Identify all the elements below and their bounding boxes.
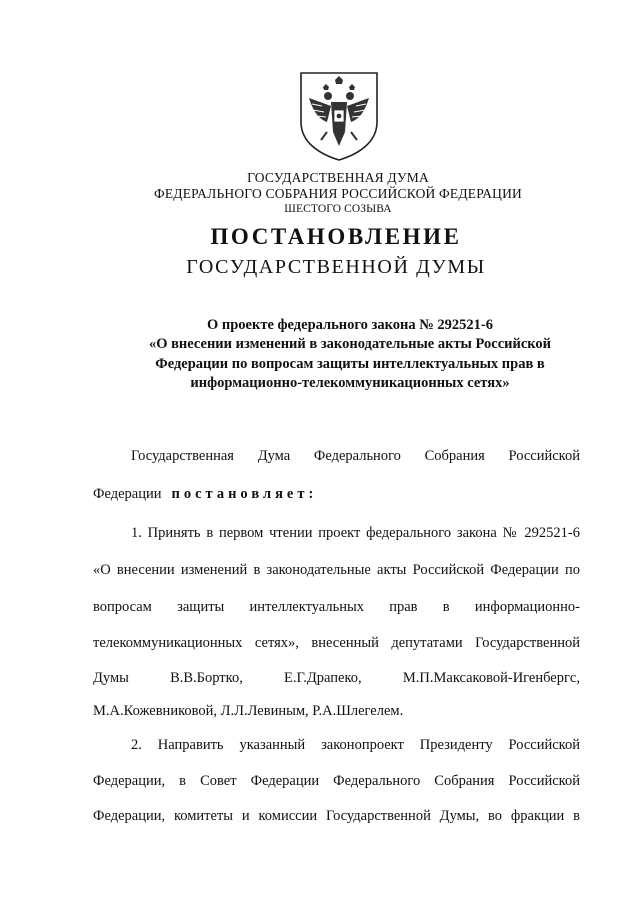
p1-line-2: «О внесении изменений в законодательные акты Российской Федерации по xyxy=(93,562,580,578)
p1-line-1: 1. Принять в первом чтении проект федерального закона № 292521-6 xyxy=(131,525,580,541)
p2-line-3: Федерации, комитеты и комиссии Государственной Думы, во фракции в xyxy=(93,808,580,824)
p1-line-5: Думы В.В.Бортко, Е.Г.Драпеко, М.П.Максаковой-Игенбергс, xyxy=(93,670,580,686)
org-name-line-2: ФЕДЕРАЛЬНОГО СОБРАНИЯ РОССИЙСКОЙ ФЕДЕРАЦИИ xyxy=(154,186,522,201)
subject-line-1: О проекте федерального закона № 292521-6 xyxy=(206,317,494,333)
intro-line-1: Государственная Дума Федерального Собрания Российской xyxy=(131,448,580,464)
p2-line-1: 2. Направить указанный законопроект Президенту Российской xyxy=(131,737,580,753)
document-subtitle: ГОСУДАРСТВЕННОЙ ДУМЫ xyxy=(186,256,486,278)
subject-line-3: Федерации по вопросам защиты интеллектуальных прав в xyxy=(155,356,545,372)
p1-line-4: телекоммуникационных сетях», внесенный депутатами Государственной xyxy=(93,635,580,651)
document-title: ПОСТАНОВЛЕНИЕ xyxy=(210,224,462,249)
subject-line-2: «О внесении изменений в законодательные акты Российской xyxy=(148,336,552,352)
intro-federation: Федерации xyxy=(93,486,162,502)
p1-line-6: М.А.Кожевниковой, Л.Л.Левиным, Р.А.Шлегелем. xyxy=(93,703,404,719)
state-emblem xyxy=(297,70,381,162)
p2-line-2: Федерации, в Совет Федерации Федерального Собрания Российской xyxy=(93,773,580,789)
org-name-line-1: ГОСУДАРСТВЕННАЯ ДУМА xyxy=(247,170,429,185)
convocation-line: ШЕСТОГО СОЗЫВА xyxy=(284,203,392,215)
subject-line-4: информационно-телекоммуникационных сетях» xyxy=(190,375,510,391)
resolves-word: постановляет: xyxy=(171,486,318,502)
p1-line-3: вопросам защиты интеллектуальных прав в информационно- xyxy=(93,599,580,615)
intro-line-2 xyxy=(93,484,580,504)
double-headed-eagle-icon xyxy=(297,70,381,162)
